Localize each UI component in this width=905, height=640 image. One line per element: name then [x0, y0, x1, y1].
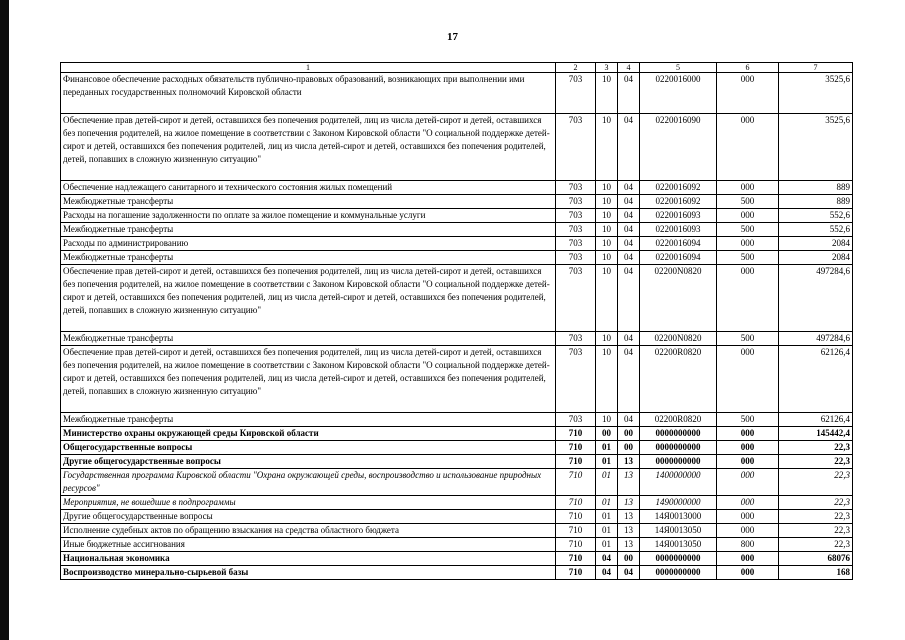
- row-admin-code-cell: 710: [556, 510, 596, 524]
- row-admin-code-cell: 703: [556, 73, 596, 114]
- row-target-article-cell: 02200N0820: [640, 265, 717, 332]
- row-name-cell: Межбюджетные трансферты: [61, 251, 556, 265]
- row-section-cell: 04: [596, 552, 618, 566]
- row-section-cell: 00: [596, 427, 618, 441]
- row-amount-cell: 22,3: [779, 441, 853, 455]
- row-subsection-cell: 13: [618, 524, 640, 538]
- row-name-cell: Общегосударственные вопросы: [61, 441, 556, 455]
- header-cell-1: 1: [61, 63, 556, 73]
- row-subsection-cell: 00: [618, 427, 640, 441]
- row-section-cell: 10: [596, 195, 618, 209]
- table-row: [61, 209, 853, 223]
- row-target-article-cell: 0000000000: [640, 566, 717, 580]
- row-name-cell: Национальная экономика: [61, 552, 556, 566]
- row-target-article-cell: 0220016092: [640, 181, 717, 195]
- row-admin-code-cell: 703: [556, 181, 596, 195]
- row-subsection-cell: 13: [618, 538, 640, 552]
- row-expense-type-cell: 000: [717, 181, 779, 195]
- row-target-article-cell: 0220016093: [640, 223, 717, 237]
- row-admin-code-cell: 710: [556, 552, 596, 566]
- row-expense-type-cell: 000: [717, 524, 779, 538]
- row-amount-cell: 22,3: [779, 538, 853, 552]
- row-amount-cell: 2084: [779, 251, 853, 265]
- row-expense-type-cell: 000: [717, 237, 779, 251]
- row-amount-cell: 168: [779, 566, 853, 580]
- row-amount-cell: 889: [779, 195, 853, 209]
- table-row: [61, 346, 853, 413]
- row-target-article-cell: 0000000000: [640, 455, 717, 469]
- table-row: [61, 237, 853, 251]
- page-number: 17: [447, 31, 458, 43]
- row-expense-type-cell: 500: [717, 195, 779, 209]
- row-target-article-cell: 0220016094: [640, 237, 717, 251]
- row-name-cell: Межбюджетные трансферты: [61, 195, 556, 209]
- row-admin-code-cell: 710: [556, 538, 596, 552]
- row-amount-cell: 497284,6: [779, 265, 853, 332]
- row-name-cell: Расходы на погашение задолженности по оплате за жилое помещение и коммунальные услуги: [61, 209, 556, 223]
- row-amount-cell: 552,6: [779, 223, 853, 237]
- row-subsection-cell: 04: [618, 237, 640, 251]
- header-cell-4: 4: [618, 63, 640, 73]
- row-expense-type-cell: 800: [717, 538, 779, 552]
- row-name-cell: Расходы по администрированию: [61, 237, 556, 251]
- row-section-cell: 10: [596, 332, 618, 346]
- table-row: [61, 73, 853, 114]
- header-cell-3: 3: [596, 63, 618, 73]
- row-section-cell: 01: [596, 510, 618, 524]
- row-target-article-cell: 14Я0013050: [640, 524, 717, 538]
- table-row: [61, 524, 853, 538]
- table-row: [61, 552, 853, 566]
- row-admin-code-cell: 710: [556, 496, 596, 510]
- row-subsection-cell: 04: [618, 251, 640, 265]
- row-section-cell: 01: [596, 538, 618, 552]
- row-target-article-cell: 02200R0820: [640, 346, 717, 413]
- row-name-cell: Межбюджетные трансферты: [61, 332, 556, 346]
- table-row: [61, 427, 853, 441]
- row-section-cell: 01: [596, 455, 618, 469]
- row-admin-code-cell: 710: [556, 469, 596, 496]
- table-row: [61, 181, 853, 195]
- row-admin-code-cell: 703: [556, 223, 596, 237]
- row-section-cell: 10: [596, 114, 618, 181]
- row-target-article-cell: 14Я0013050: [640, 538, 717, 552]
- table-row: [61, 114, 853, 181]
- row-target-article-cell: 0220016000: [640, 73, 717, 114]
- row-subsection-cell: 04: [618, 209, 640, 223]
- row-target-article-cell: 0000000000: [640, 552, 717, 566]
- row-subsection-cell: 13: [618, 455, 640, 469]
- row-amount-cell: 62126,4: [779, 346, 853, 413]
- row-subsection-cell: 00: [618, 441, 640, 455]
- row-name-cell: Обеспечение надлежащего санитарного и технического состояния жилых помещений: [61, 181, 556, 195]
- row-target-article-cell: 0220016090: [640, 114, 717, 181]
- row-section-cell: 10: [596, 237, 618, 251]
- row-amount-cell: 2084: [779, 237, 853, 251]
- table-row: [61, 251, 853, 265]
- table-row: [61, 538, 853, 552]
- table-row: [61, 496, 853, 510]
- row-expense-type-cell: 000: [717, 552, 779, 566]
- row-expense-type-cell: 500: [717, 332, 779, 346]
- row-amount-cell: 68076: [779, 552, 853, 566]
- row-name-cell: Финансовое обеспечение расходных обязательств публично-правовых образований, возникающих при выполнении ими переданных государственных полномочий Кировской области: [61, 73, 556, 114]
- row-subsection-cell: 13: [618, 510, 640, 524]
- row-name-cell: Обеспечение прав детей-сирот и детей, оставшихся без попечения родителей, лиц из числа детей-сирот и детей, оставшихся без попечения родителей, на жилое помещение в соответствии с Законом Кировской области "О социальной поддержке детей-сирот и детей, оставшихся без попечения родителей, лиц из числа детей-сирот и детей, оставшихся без попечения родителей, детей, попавших в сложную жизненную ситуацию": [61, 346, 556, 413]
- row-name-cell: Воспроизводство минерально-сырьевой базы: [61, 566, 556, 580]
- row-expense-type-cell: 000: [717, 73, 779, 114]
- row-admin-code-cell: 710: [556, 566, 596, 580]
- scan-edge-bar: [0, 0, 9, 640]
- row-subsection-cell: 00: [618, 552, 640, 566]
- row-expense-type-cell: 000: [717, 209, 779, 223]
- row-target-article-cell: 0220016093: [640, 209, 717, 223]
- row-admin-code-cell: 710: [556, 427, 596, 441]
- row-subsection-cell: 04: [618, 114, 640, 181]
- row-amount-cell: 62126,4: [779, 413, 853, 427]
- row-section-cell: 01: [596, 496, 618, 510]
- row-name-cell: Мероприятия, не вошедшие в подпрограммы: [61, 496, 556, 510]
- row-target-article-cell: 02200N0820: [640, 332, 717, 346]
- row-section-cell: 10: [596, 413, 618, 427]
- row-expense-type-cell: 000: [717, 496, 779, 510]
- table-row: [61, 441, 853, 455]
- row-name-cell: Обеспечение прав детей-сирот и детей, оставшихся без попечения родителей, лиц из числа детей-сирот и детей, оставшихся без попечения родителей, на жилое помещение в соответствии с Законом Кировской области "О социальной поддержке детей-сирот и детей, оставшихся без попечения родителей, лиц из числа детей-сирот и детей, оставшихся без попечения родителей, детей, попавших в сложную жизненную ситуацию": [61, 114, 556, 181]
- row-admin-code-cell: 703: [556, 265, 596, 332]
- row-name-cell: Другие общегосударственные вопросы: [61, 455, 556, 469]
- row-section-cell: 10: [596, 265, 618, 332]
- row-subsection-cell: 13: [618, 469, 640, 496]
- row-amount-cell: 552,6: [779, 209, 853, 223]
- row-admin-code-cell: 703: [556, 195, 596, 209]
- row-expense-type-cell: 000: [717, 114, 779, 181]
- header-cell-6: 6: [717, 63, 779, 73]
- table-row: [61, 455, 853, 469]
- row-target-article-cell: 1400000000: [640, 469, 717, 496]
- row-section-cell: 10: [596, 346, 618, 413]
- row-subsection-cell: 04: [618, 181, 640, 195]
- row-subsection-cell: 04: [618, 566, 640, 580]
- row-admin-code-cell: 710: [556, 455, 596, 469]
- row-section-cell: 01: [596, 441, 618, 455]
- row-expense-type-cell: 000: [717, 455, 779, 469]
- row-amount-cell: 145442,4: [779, 427, 853, 441]
- row-section-cell: 04: [596, 566, 618, 580]
- row-subsection-cell: 13: [618, 496, 640, 510]
- row-admin-code-cell: 710: [556, 524, 596, 538]
- row-name-cell: Министерство охраны окружающей среды Кировской области: [61, 427, 556, 441]
- row-admin-code-cell: 703: [556, 346, 596, 413]
- row-expense-type-cell: 000: [717, 346, 779, 413]
- row-amount-cell: 3525,6: [779, 73, 853, 114]
- header-cell-5: 5: [640, 63, 717, 73]
- row-expense-type-cell: 500: [717, 251, 779, 265]
- row-name-cell: Обеспечение прав детей-сирот и детей, оставшихся без попечения родителей, лиц из числа детей-сирот и детей, оставшихся без попечения родителей, на жилое помещение в соответствии с Законом Кировской области "О социальной поддержке детей-сирот и детей, оставшихся без попечения родителей, лиц из числа детей-сирот и детей, оставшихся без попечения родителей, детей, попавших в сложную жизненную ситуацию": [61, 265, 556, 332]
- table-row: [61, 223, 853, 237]
- header-cell-2: 2: [556, 63, 596, 73]
- row-amount-cell: 3525,6: [779, 114, 853, 181]
- table-row: [61, 413, 853, 427]
- row-amount-cell: 889: [779, 181, 853, 195]
- row-amount-cell: 22,3: [779, 469, 853, 496]
- row-expense-type-cell: 000: [717, 566, 779, 580]
- table-row: [61, 195, 853, 209]
- row-subsection-cell: 04: [618, 346, 640, 413]
- row-admin-code-cell: 703: [556, 114, 596, 181]
- row-name-cell: Межбюджетные трансферты: [61, 413, 556, 427]
- table-row: [61, 265, 853, 332]
- row-target-article-cell: 0220016092: [640, 195, 717, 209]
- row-target-article-cell: 0000000000: [640, 427, 717, 441]
- budget-table: [60, 62, 853, 580]
- row-admin-code-cell: 710: [556, 441, 596, 455]
- row-admin-code-cell: 703: [556, 237, 596, 251]
- row-target-article-cell: 1490000000: [640, 496, 717, 510]
- row-subsection-cell: 04: [618, 195, 640, 209]
- row-admin-code-cell: 703: [556, 251, 596, 265]
- row-admin-code-cell: 703: [556, 209, 596, 223]
- row-amount-cell: 22,3: [779, 510, 853, 524]
- row-name-cell: Иные бюджетные ассигнования: [61, 538, 556, 552]
- row-expense-type-cell: 000: [717, 469, 779, 496]
- row-name-cell: Другие общегосударственные вопросы: [61, 510, 556, 524]
- row-admin-code-cell: 703: [556, 332, 596, 346]
- row-section-cell: 10: [596, 73, 618, 114]
- row-expense-type-cell: 000: [717, 265, 779, 332]
- row-target-article-cell: 0000000000: [640, 441, 717, 455]
- row-amount-cell: 22,3: [779, 455, 853, 469]
- row-section-cell: 10: [596, 223, 618, 237]
- row-subsection-cell: 04: [618, 413, 640, 427]
- row-subsection-cell: 04: [618, 223, 640, 237]
- row-target-article-cell: 02200R0820: [640, 413, 717, 427]
- row-admin-code-cell: 703: [556, 413, 596, 427]
- row-section-cell: 10: [596, 181, 618, 195]
- row-expense-type-cell: 500: [717, 413, 779, 427]
- row-subsection-cell: 04: [618, 332, 640, 346]
- row-target-article-cell: 14Я0013000: [640, 510, 717, 524]
- row-amount-cell: 22,3: [779, 524, 853, 538]
- row-expense-type-cell: 000: [717, 427, 779, 441]
- row-subsection-cell: 04: [618, 265, 640, 332]
- row-target-article-cell: 0220016094: [640, 251, 717, 265]
- table-row: [61, 332, 853, 346]
- row-section-cell: 10: [596, 251, 618, 265]
- row-name-cell: Межбюджетные трансферты: [61, 223, 556, 237]
- row-name-cell: Государственная программа Кировской области "Охрана окружающей среды, воспроизводство и использование природных ресурсов": [61, 469, 556, 496]
- row-expense-type-cell: 000: [717, 441, 779, 455]
- row-name-cell: Исполнение судебных актов по обращению взыскания на средства областного бюджета: [61, 524, 556, 538]
- row-section-cell: 01: [596, 524, 618, 538]
- header-cell-7: 7: [779, 63, 853, 73]
- row-expense-type-cell: 500: [717, 223, 779, 237]
- row-subsection-cell: 04: [618, 73, 640, 114]
- table-row: [61, 510, 853, 524]
- row-section-cell: 10: [596, 209, 618, 223]
- table-row: [61, 469, 853, 496]
- table-row: [61, 566, 853, 580]
- row-section-cell: 01: [596, 469, 618, 496]
- row-amount-cell: 22,3: [779, 496, 853, 510]
- table-header-row: [61, 63, 853, 73]
- row-expense-type-cell: 000: [717, 510, 779, 524]
- row-amount-cell: 497284,6: [779, 332, 853, 346]
